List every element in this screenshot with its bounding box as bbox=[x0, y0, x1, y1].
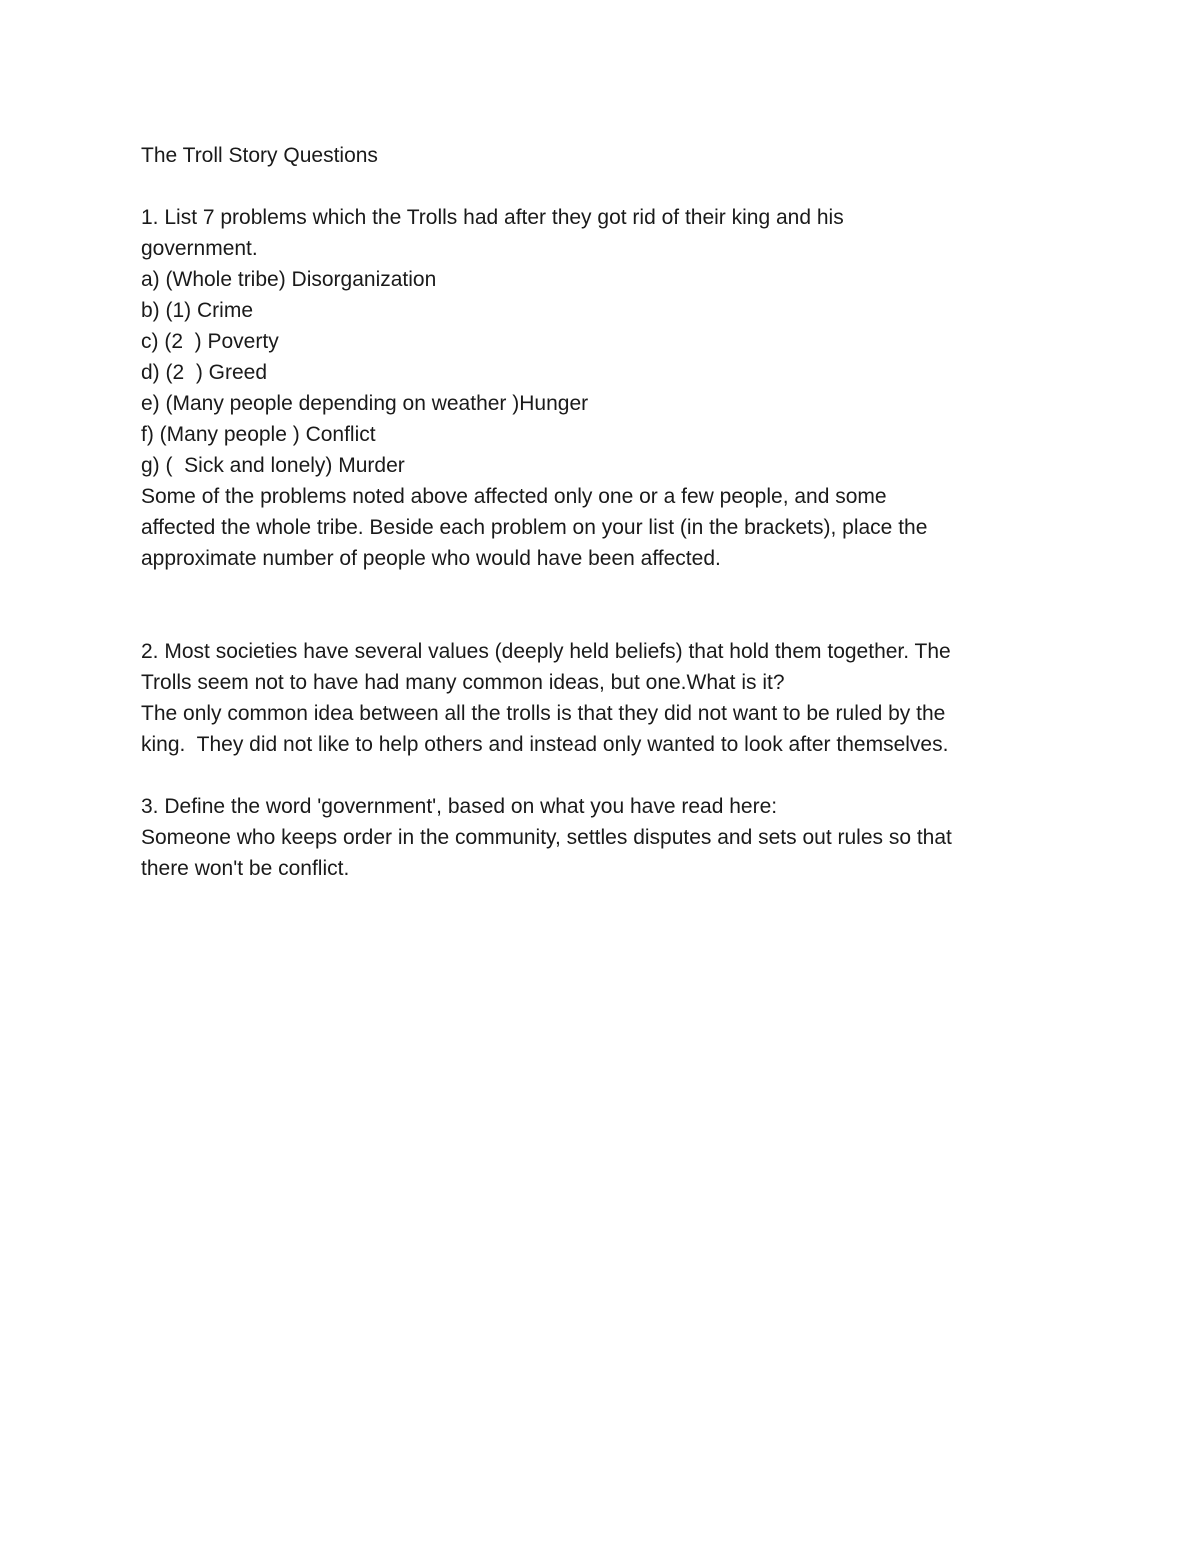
document-page bbox=[141, 140, 1061, 884]
question-2 bbox=[141, 636, 1061, 760]
spacer bbox=[141, 574, 1061, 636]
answer-item-b: b) (1) Crime bbox=[141, 299, 254, 322]
question-3 bbox=[141, 791, 1061, 884]
question-2-answer-line-2: king. They did not like to help others and instead only wanted to look after themselves. bbox=[141, 733, 949, 756]
question-3-prompt: 3. Define the word 'government', based on what you have read here: bbox=[141, 795, 778, 818]
question-2-answer-line-1: The only common idea between all the trolls is that they did not want to be ruled by the bbox=[141, 702, 946, 725]
question-1-note-line-3: approximate number of people who would have been affected. bbox=[141, 547, 721, 570]
question-1-note-line-1: Some of the problems noted above affected only one or a few people, and some bbox=[141, 485, 887, 508]
question-1 bbox=[141, 202, 1061, 574]
question-3-answer-line-2: there won't be conflict. bbox=[141, 857, 350, 880]
spacer bbox=[141, 760, 1061, 791]
answer-item-a: a) (Whole tribe) Disorganization bbox=[141, 268, 437, 291]
answer-item-d: d) (2 ) Greed bbox=[141, 361, 268, 384]
question-2-prompt-line-1: 2. Most societies have several values (deeply held beliefs) that hold them together. The bbox=[141, 640, 951, 663]
answer-item-e: e) (Many people depending on weather )Hunger bbox=[141, 392, 589, 415]
question-1-prompt-line-1: 1. List 7 problems which the Trolls had after they got rid of their king and his bbox=[141, 206, 844, 229]
question-1-prompt-line-2: government. bbox=[141, 237, 258, 260]
question-1-note-line-2: affected the whole tribe. Beside each problem on your list (in the brackets), place the bbox=[141, 516, 928, 539]
question-3-answer-line-1: Someone who keeps order in the community, settles disputes and sets out rules so that bbox=[141, 826, 952, 849]
answer-item-c: c) (2 ) Poverty bbox=[141, 330, 279, 353]
document-title: The Troll Story Questions bbox=[141, 144, 378, 167]
question-2-prompt-line-2: Trolls seem not to have had many common ideas, but one.What is it? bbox=[141, 671, 785, 694]
spacer bbox=[141, 171, 1061, 202]
answer-item-g: g) ( Sick and lonely) Murder bbox=[141, 454, 405, 477]
answer-item-f: f) (Many people ) Conflict bbox=[141, 423, 376, 446]
